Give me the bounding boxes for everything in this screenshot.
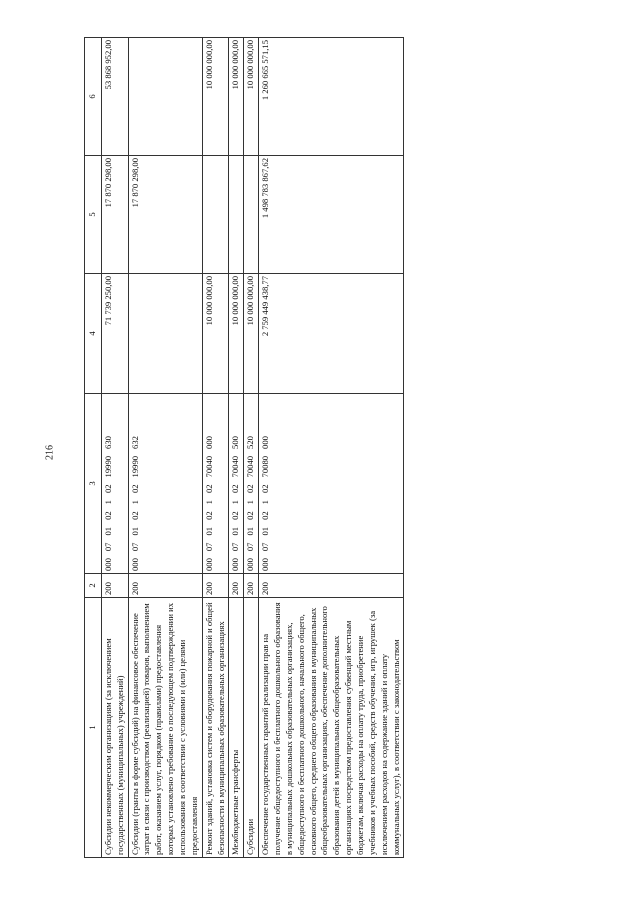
code-segment: 70040 <box>230 455 241 478</box>
code-segment: 1 <box>230 500 241 505</box>
table-row <box>244 38 259 858</box>
row-col-4: 2 759 449 438,77 <box>259 274 404 394</box>
code-segment: 02 <box>230 484 241 494</box>
row-col-2: 200 <box>202 574 229 598</box>
row-col-4 <box>128 274 202 394</box>
code-segment: 1 <box>260 500 271 505</box>
table-row <box>101 38 128 858</box>
code-segment: 02 <box>230 511 241 520</box>
code-segment: 000 <box>260 558 271 571</box>
row-name: Субсидии некоммерческим организациям (за исключением государственных (муниципальных) учреждений) <box>101 598 128 858</box>
code-segment: 02 <box>203 511 214 520</box>
code-segment: 000 <box>203 558 214 571</box>
code-segment: 07 <box>203 542 214 552</box>
code-segment: 01 <box>260 526 271 536</box>
header-col-5: 5 <box>85 156 102 274</box>
row-col-6: 53 868 952,00 <box>101 38 128 156</box>
code-segment: 000 <box>102 558 113 571</box>
code-segment: 000 <box>230 558 241 571</box>
row-col-6: 10 000 000,00 <box>229 38 244 156</box>
code-segment: 07 <box>260 542 271 552</box>
row-col-2: 200 <box>128 574 202 598</box>
row-col-6 <box>128 38 202 156</box>
code-segment: 500 <box>230 436 241 449</box>
code-segment: 1 <box>102 500 113 505</box>
code-segment: 70080 <box>260 455 271 478</box>
code-segment: 07 <box>129 542 140 552</box>
code-segment: 02 <box>260 511 271 520</box>
row-col-5: 17 870 298,00 <box>128 156 202 274</box>
row-col-5: 1 498 783 867,62 <box>259 156 404 274</box>
page-number: 216 <box>44 445 56 460</box>
code-segment: 000 <box>260 436 271 449</box>
table-row <box>229 38 244 858</box>
header-col-4: 4 <box>85 274 102 394</box>
code-segment: 520 <box>245 436 256 449</box>
code-segment: 01 <box>102 526 113 536</box>
row-col-5 <box>229 156 244 274</box>
header-col-1: 1 <box>85 598 102 858</box>
header-col-3: 3 <box>85 394 102 574</box>
row-col-2: 200 <box>229 574 244 598</box>
code-segment: 07 <box>245 542 256 552</box>
row-codes <box>259 394 404 574</box>
row-col-2: 200 <box>244 574 259 598</box>
code-segment: 1 <box>245 500 256 505</box>
row-name: Обеспечение государственных гарантий реализации прав на получение общедоступного и бесплатного дошкольного образования в муниципальных дошкольных образовательных организациях, общедоступного и бесплатного дошкольного, начального общего, основного общего, среднего общего образования в муниципальных общеобразовательных организациях, обеспечение дополнительного образования детей в муниципальных общеобразовательных организациях посредством предоставления субвенций местным бюджетам, включая расходы на оплату труда, приобретение учебников и учебных пособий, средств обучения, игр, игрушек (за исключением расходов на содержание зданий и оплату коммунальных услуг), в соответствии с законодательством <box>259 598 404 858</box>
code-segment: 02 <box>203 484 214 494</box>
row-col-5 <box>202 156 229 274</box>
header-col-2: 2 <box>85 574 102 598</box>
code-segment: 19990 <box>129 455 140 478</box>
code-segment: 1 <box>129 500 140 505</box>
row-name: Ремонт зданий, установка систем и оборудования пожарной и общей безопасности в муниципальных образовательных организациях <box>202 598 229 858</box>
rotated-page <box>84 38 594 858</box>
code-segment: 630 <box>102 436 113 449</box>
code-segment: 000 <box>129 558 140 571</box>
row-codes <box>244 394 259 574</box>
row-col-4: 10 000 000,00 <box>244 274 259 394</box>
code-segment: 02 <box>102 511 113 520</box>
row-col-4: 10 000 000,00 <box>229 274 244 394</box>
header-col-6: 6 <box>85 38 102 156</box>
row-col-6: 10 000 000,00 <box>202 38 229 156</box>
code-segment: 02 <box>102 484 113 494</box>
row-name: Межбюджетные трансферты <box>229 598 244 858</box>
row-codes <box>202 394 229 574</box>
row-col-6: 1 260 665 571,15 <box>259 38 404 156</box>
row-codes <box>229 394 244 574</box>
code-segment: 000 <box>245 558 256 571</box>
row-codes <box>101 394 128 574</box>
code-segment: 02 <box>245 484 256 494</box>
header-row <box>85 38 102 858</box>
row-col-2: 200 <box>259 574 404 598</box>
code-segment: 000 <box>203 436 214 449</box>
code-segment: 07 <box>102 542 113 552</box>
code-segment: 01 <box>230 526 241 536</box>
row-col-6: 10 000 000,00 <box>244 38 259 156</box>
row-name: Субсидии <box>244 598 259 858</box>
row-col-5 <box>244 156 259 274</box>
code-segment: 01 <box>203 526 214 536</box>
code-segment: 07 <box>230 542 241 552</box>
code-segment: 02 <box>260 484 271 494</box>
row-col-5: 17 870 298,00 <box>101 156 128 274</box>
row-col-4: 71 739 250,00 <box>101 274 128 394</box>
code-segment: 02 <box>245 511 256 520</box>
budget-table <box>84 37 404 858</box>
code-segment: 01 <box>245 526 256 536</box>
code-segment: 19990 <box>102 455 113 478</box>
code-segment: 70040 <box>245 455 256 478</box>
table-row <box>202 38 229 858</box>
code-segment: 632 <box>129 436 140 449</box>
table-row <box>259 38 404 858</box>
row-name: Субсидии (гранты в форме субсидий) на финансовое обеспечение затрат в связи с производством (реализацией) товаров, выполнением работ, оказанием услуг, порядком (правилами) предоставления которых установлено требование о последующем подтверждении их использования в соответствии с условиями и (или) целями предоставления <box>128 598 202 858</box>
code-segment: 1 <box>203 500 214 505</box>
row-col-2: 200 <box>101 574 128 598</box>
code-segment: 70040 <box>203 455 214 478</box>
table-row <box>128 38 202 858</box>
row-codes <box>128 394 202 574</box>
code-segment: 01 <box>129 526 140 536</box>
row-col-4: 10 000 000,00 <box>202 274 229 394</box>
code-segment: 02 <box>129 511 140 520</box>
code-segment: 02 <box>129 484 140 494</box>
